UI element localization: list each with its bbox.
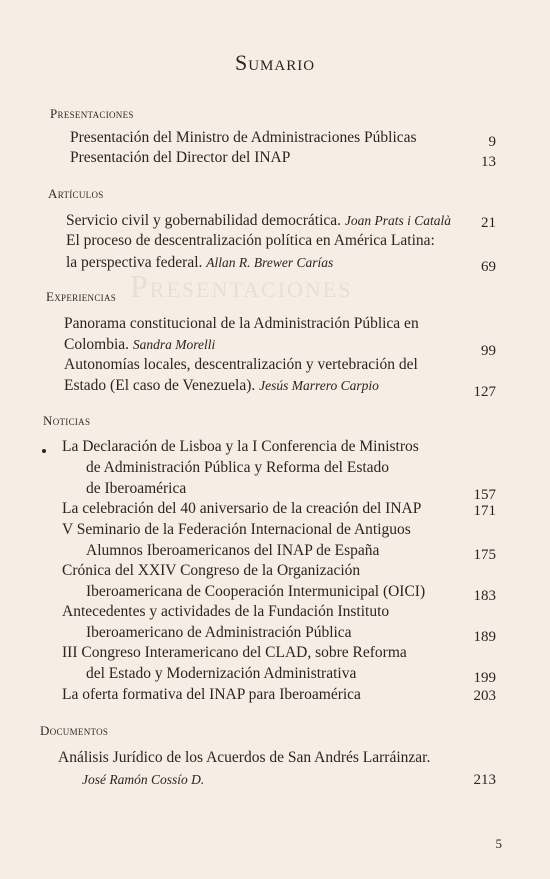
section-heading: Artículos (48, 186, 104, 201)
entry-title-text: La celebración del 40 aniversario de la creación del INAP (62, 500, 422, 517)
entry-title-text: la perspectiva federal. (66, 254, 203, 271)
entry-title-text: de Iberoamérica (86, 480, 187, 497)
entry-page-number: 157 (473, 487, 496, 503)
entry-page-number: 171 (473, 503, 496, 519)
section-heading: Documentos (40, 723, 109, 738)
entry-title-text: Iberoamericano de Administración Pública (86, 624, 352, 641)
entry-title-line (66, 231, 435, 252)
entry-title-line (62, 685, 361, 706)
entry-title-text: Colombia. (64, 336, 130, 353)
watermark-text: Presentaciones (130, 268, 353, 304)
entry-author: Joan Prats i Català (344, 213, 452, 228)
entry-title-line (86, 479, 186, 500)
entry-page-number: 21 (481, 215, 496, 231)
entry-page-number: 183 (473, 588, 496, 604)
entry-title-line (66, 253, 333, 274)
entry-page-number: 9 (488, 134, 496, 150)
entry-title-line (62, 499, 421, 520)
entry-author: Sandra Morelli (132, 337, 216, 352)
entry-title-line (86, 458, 389, 479)
entry-title-line (62, 643, 407, 664)
entry-title-line (86, 664, 356, 685)
entry-title-line (86, 582, 425, 603)
entry-title-line (62, 437, 419, 458)
margin-dot (42, 449, 46, 453)
entry-title-line (86, 541, 379, 562)
entry-title-text: de Administración Pública y Reforma del Estado (86, 459, 390, 476)
entry-title-line (58, 748, 430, 769)
entry-title-line (86, 623, 352, 644)
entry-title-text: Panorama constitucional de la Administración Pública en (64, 315, 419, 332)
entry-title-line (62, 520, 411, 541)
entry-page-number: 127 (473, 384, 496, 400)
entry-page-number: 189 (473, 629, 496, 645)
entry-title-text: La Declaración de Lisboa y la I Conferencia de Ministros (62, 438, 419, 455)
entry-title-text: Crónica del XXIV Congreso de la Organización (62, 562, 361, 579)
page-title: Sumario (234, 50, 316, 75)
entry-title-line (70, 128, 417, 149)
entry-page-number: 13 (481, 154, 496, 170)
entry-title-line (70, 148, 290, 169)
entry-title-line (62, 602, 389, 623)
entry-title-line (64, 314, 419, 335)
entry-page-number: 99 (481, 343, 496, 359)
entry-title-line (64, 376, 379, 397)
entry-author: José Ramón Cossío D. (82, 772, 205, 787)
entry-title-text: Análisis Jurídico de los Acuerdos de San Andrés Larráinzar. (58, 749, 431, 766)
section-heading: Noticias (43, 413, 91, 428)
entry-title-text: Autonomías locales, descentralización y vertebración del (64, 356, 418, 373)
entry-title-text: Presentación del Ministro de Administraciones Públicas (70, 129, 417, 146)
section-heading: Experiencias (46, 289, 117, 304)
entry-page-number: 175 (473, 547, 496, 563)
entry-title-text: V Seminario de la Federación Internacional de Antiguos (62, 521, 411, 538)
entry-title-text: Presentación del Director del INAP (70, 149, 291, 166)
entry-page-number: 199 (473, 670, 496, 686)
section-heading: Presentaciones (50, 106, 134, 121)
entry-title-line (64, 335, 215, 356)
entry-page-number: 203 (473, 688, 496, 704)
entry-title-line (62, 561, 360, 582)
page-number: 5 (495, 836, 502, 851)
entry-title-text: El proceso de descentralización política en América Latina: (66, 232, 435, 249)
entry-page-number: 213 (473, 772, 496, 788)
entry-title-line (64, 355, 418, 376)
entry-title-text: La oferta formativa del INAP para Iberoamérica (62, 686, 361, 703)
entry-title-text: Estado (El caso de Venezuela). (64, 377, 256, 394)
entry-title-line (66, 211, 451, 232)
entry-title-text: Iberoamericana de Cooperación Intermunicipal (OICI) (86, 583, 426, 600)
entry-title-text: del Estado y Modernización Administrativa (86, 665, 357, 682)
entry-author: Jesús Marrero Carpio (259, 378, 379, 393)
entry-title-text: Antecedentes y actividades de la Fundación Instituto (62, 603, 390, 620)
entry-title-text: III Congreso Interamericano del CLAD, sobre Reforma (62, 644, 407, 661)
entry-page-number: 69 (481, 259, 496, 275)
entry-author: Allan R. Brewer Carías (206, 255, 334, 270)
entry-title-text: Alumnos Iberoamericanos del INAP de España (86, 542, 380, 559)
entry-title-text: Servicio civil y gobernabilidad democrática. (66, 212, 342, 229)
